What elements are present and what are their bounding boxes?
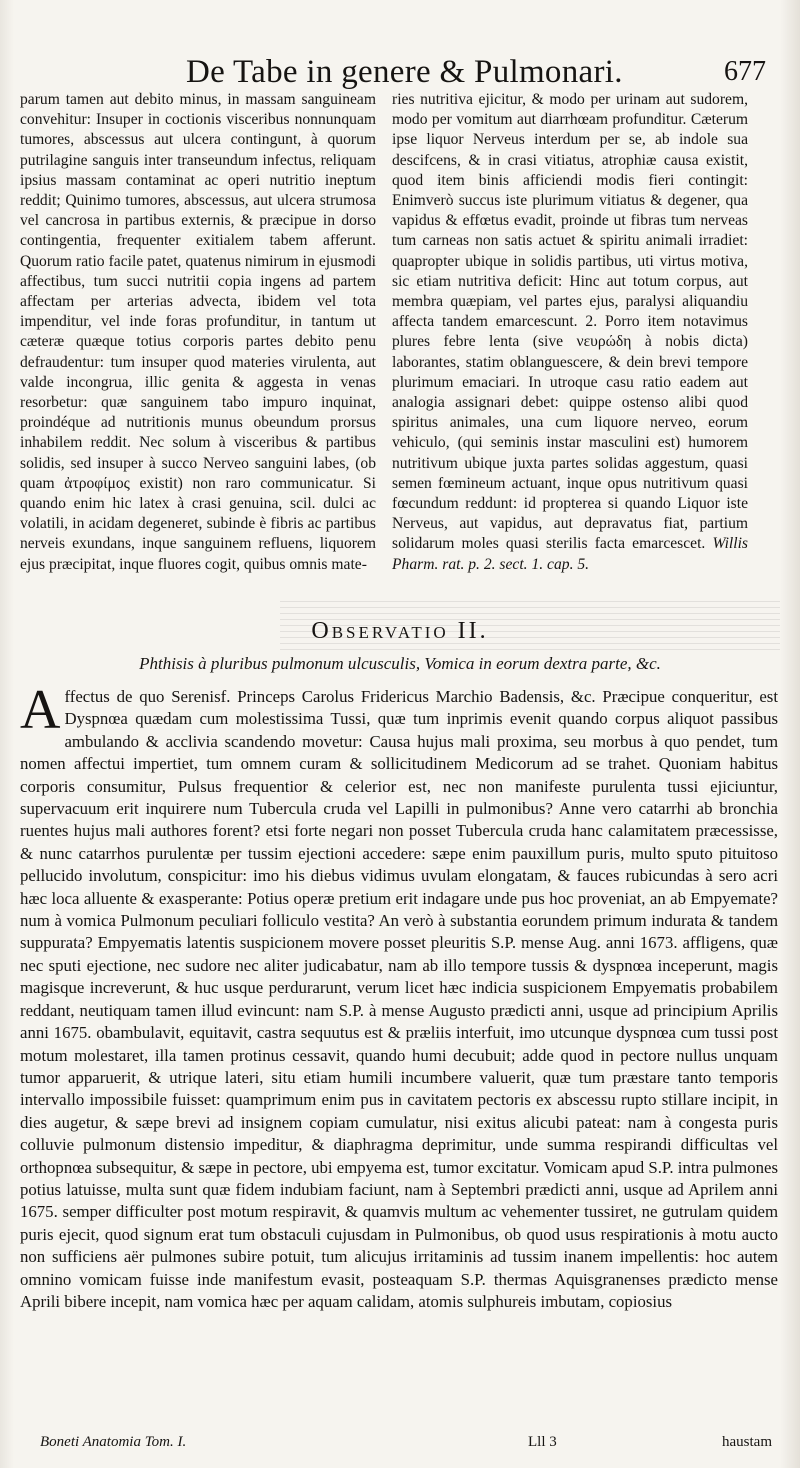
page-number: 677 <box>724 56 766 87</box>
observation-text: ffectus de quo Serenisf. Princeps Carolus Fridericus Marchio Badensis, &c. Præcipue conqueritur, est Dyspnœa quædam cum molestissima Tussi, quæ tum inprimis evenit quando corpus aliquot passibus ambulando & acclivia scandendo movetur: Causa hujus mali proxima, seu morbus à quo pendet, tum nomen affectui impertiet, tum omnem curam & sollicitudinem Medicorum ad se trahet. Quoniam habitus corporis consumitur, Pulsus frequentior & celerior est, nec non manifeste purulenta tussi ejiciuntur, supervacuum erit inquirere num Tubercula cruda vel Lapilli in pulmonibus? Anne vero catarrhi ab bronchia ruentes hujus mali authores forent? etsi forte negari non posset Tubercula cruda hanc calamitatem præcessisse, & nunc catarrhos purulentæ per tussim ejectioni accedere: sæpe enim pauxillum puris, multo sputo pituitoso pellucido involutum, conspicitur: imo his diebus vidimus uvulam elongatam, & fauces rubicundas à sero acri hæc loca alluente & exasperante: Potius operæ pretium erit indagare unde pus hoc proveniat, an ab Empyemate? num à vomica Pulmonum peculiari folliculo vestita? An verò à substantia eorundem primum indurata & tandem suppurata? Empyematis latentis suspicionem movere posset pleuritis S.P. mense Aug. anni 1673. affligens, quæ nec sputi ejectione, nec sudore nec aliter judicabatur, nam ab illo tempore tussis & dyspnœa inceperunt, magis magisque increverunt, & huc usque perdurarunt, verum licet hæc indicia suspicionem Empyematis probabilem reddant, neutiquam tamen illud evincunt: nam S.P. à mense Augusto prædicti anni, usque ad principium Aprilis anni 1675. obambulavit, equitavit, castra sequutus est & præliis interfuit, imo utcunque dyspnœa cum tussi post motum molestaret, illa tamen protinus cessavit, quando humi decubuit; adde quod in pectore nullus unquam tumor apparuerit, & utrique lateri, situ etiam humili incumbere valuerit, quæ tum præstare tanto temporis intervallo impossibile fuisset: quamprimum enim pus in cavitatem pectoris ex abscessu rupto stillare incipit, in dies augetur, & sæpe brevi ad insignem copiam cumulatur, nisi exitus alicubi pateat: nam à congesta puris colluvie pulmonum distensio impeditur, & diaphragma deprimitur, unde summa respirandi difficultas vel orthopnœa subsequitur, & sæpe in pectore, ubi empyema est, tumor excitatur. Vomicam apud S.P. intra pulmones potius latuisse, multa sunt quæ fidem indubiam faciunt, nam à Septembri prædicti anni, usque ad Aprilem anni 1675. semper difficulter post motum respiravit, & quamvis multum ac vehementer tussiret, ne gutrulam quidem puris ejecit, quod signum erat tum obstaculi cujusdam in Pulmonibus, ob quod usus respirationis à motu aucto non sufficiens aër pulmones subire potuit, tum alicujus irritaminis ad tussim inanem impellentis: hoc autem omnino vomicam fuisse inde manifestum evasit, posteaquam S.P. thermas Aquisgranenses prædicto mense Aprili bibere incepit, nam vomica hæc per aquam calidam, atomis sulphureis imbutam, copiosius <box>20 687 778 1311</box>
drop-cap: A <box>20 679 61 741</box>
two-column-section <box>20 90 780 610</box>
section-subtitle: Phthisis à pluribus pulmonum ulcusculis, Vomica in eorum dextra parte, &c. <box>139 654 661 673</box>
left-column <box>20 90 376 575</box>
right-column-paragraph <box>392 90 748 575</box>
running-title: De Tabe in genere & Pulmonari. <box>186 54 623 90</box>
section-heading: Observatio II. <box>311 618 489 644</box>
footer-book-title: Boneti Anatomia Tom. I. <box>40 1434 187 1450</box>
signature-mark: Lll 3 <box>528 1434 557 1450</box>
right-column <box>392 90 748 575</box>
observation-paragraph <box>20 679 778 1313</box>
catchword: haustam <box>722 1434 772 1450</box>
observation-body <box>20 679 778 1313</box>
page-footer <box>0 1434 800 1458</box>
citation: Willis Pharm. rat. p. 2. sect. 1. cap. 5. <box>392 535 748 573</box>
right-column-text: ries nutritiva ejicitur, & modo per urinam aut sudorem, modo per vomitum aut diarrhœam profunditur. Cæterum ipse liquor Nerveus interdum per se, ab indole sua descifcens, & in crasi vitiatus, atrophiæ causa existit, quod item binis afficiendi modis fieri contingit: Enimverò succus iste plurimum vitiatus & degener, qua vapidus & effœtus evadit, proinde ut fibras tum nerveas tum carneas non satis actuet & spiritu animali irradiet: quapropter ubique in solidis partibus, uti virtus motiva, sic etiam nutritiva deficit: Hinc aut totum corpus, aut membra quæpiam, vel partes ejus, paralysi aliquandiu affecta tandem emarcescunt. 2. Porro item notavimus plures febre lenta (sive νευρώδη à nobis dicta) laborantes, statim oblanguescere, & dein brevi tempore plurimum emaciari. In utroque casu ratio eadem aut analogia assignari debet: quippe ostenso alibi quod spiritus animales, una cum liquore nerveo, eorum vehiculo, (qui seminis instar masculini est) humorem nutritivum ubique juxta partes solidas aggestum, quasi semen fœmineum actuant, inque opus nutritivum quasi fœcundum reddunt: id propterea si quando Liquor iste Nerveus, aut vapidus, aut depravatus fiat, partium solidarum moles quasi sterilis facta emarcescet. <box>392 91 748 553</box>
left-column-text: parum tamen aut debito minus, in massam sanguineam convehitur: Insuper in coctionis visceribus nonnunquam tumores, abscessus aut ulcera contingunt, à quorum putrilagine sanguis inter transeundum infectus, reliquam ipsius massam contaminat ac operi nutritio ineptum reddit; Quinimo tumores, abscessus, aut ulcera strumosa vel cancrosa in partibus externis, & præcipue in dorso contingentia, frequenter exitialem tabem afferunt. Quorum ratio facile patet, quatenus nimirum in ejusmodi affectibus, tum succi nutritii copia ingens ad partem affectam per arterias advecta, ibidem vel tota impenditur, vel inde foras profunditur, in tantum ut cæteræ quæque totius corporis partes debito penu defraudentur: tum insuper quod materies virulenta, aut valde incongrua, illic genita & aggesta in venas resorbetur: quæ sanguinem tabo impuro inquinat, proindéque ad nutritionis munus obeundum prorsus inhabilem reddit. Nec solum à visceribus & partibus solidis, sed insuper à succo Nerveo sanguini labes, (ob quam ἀτροφίμος existit) non raro communicatur. Si quando enim hic latex à crasi genuina, scil. dulci ac volatili, in acidam degeneret, subinde è fibris ac partibus nerveis exundans, inque sanguinem refluens, liquorem ejus præcipitat, inque fluores cogit, quibus omnis mate- <box>20 91 376 573</box>
